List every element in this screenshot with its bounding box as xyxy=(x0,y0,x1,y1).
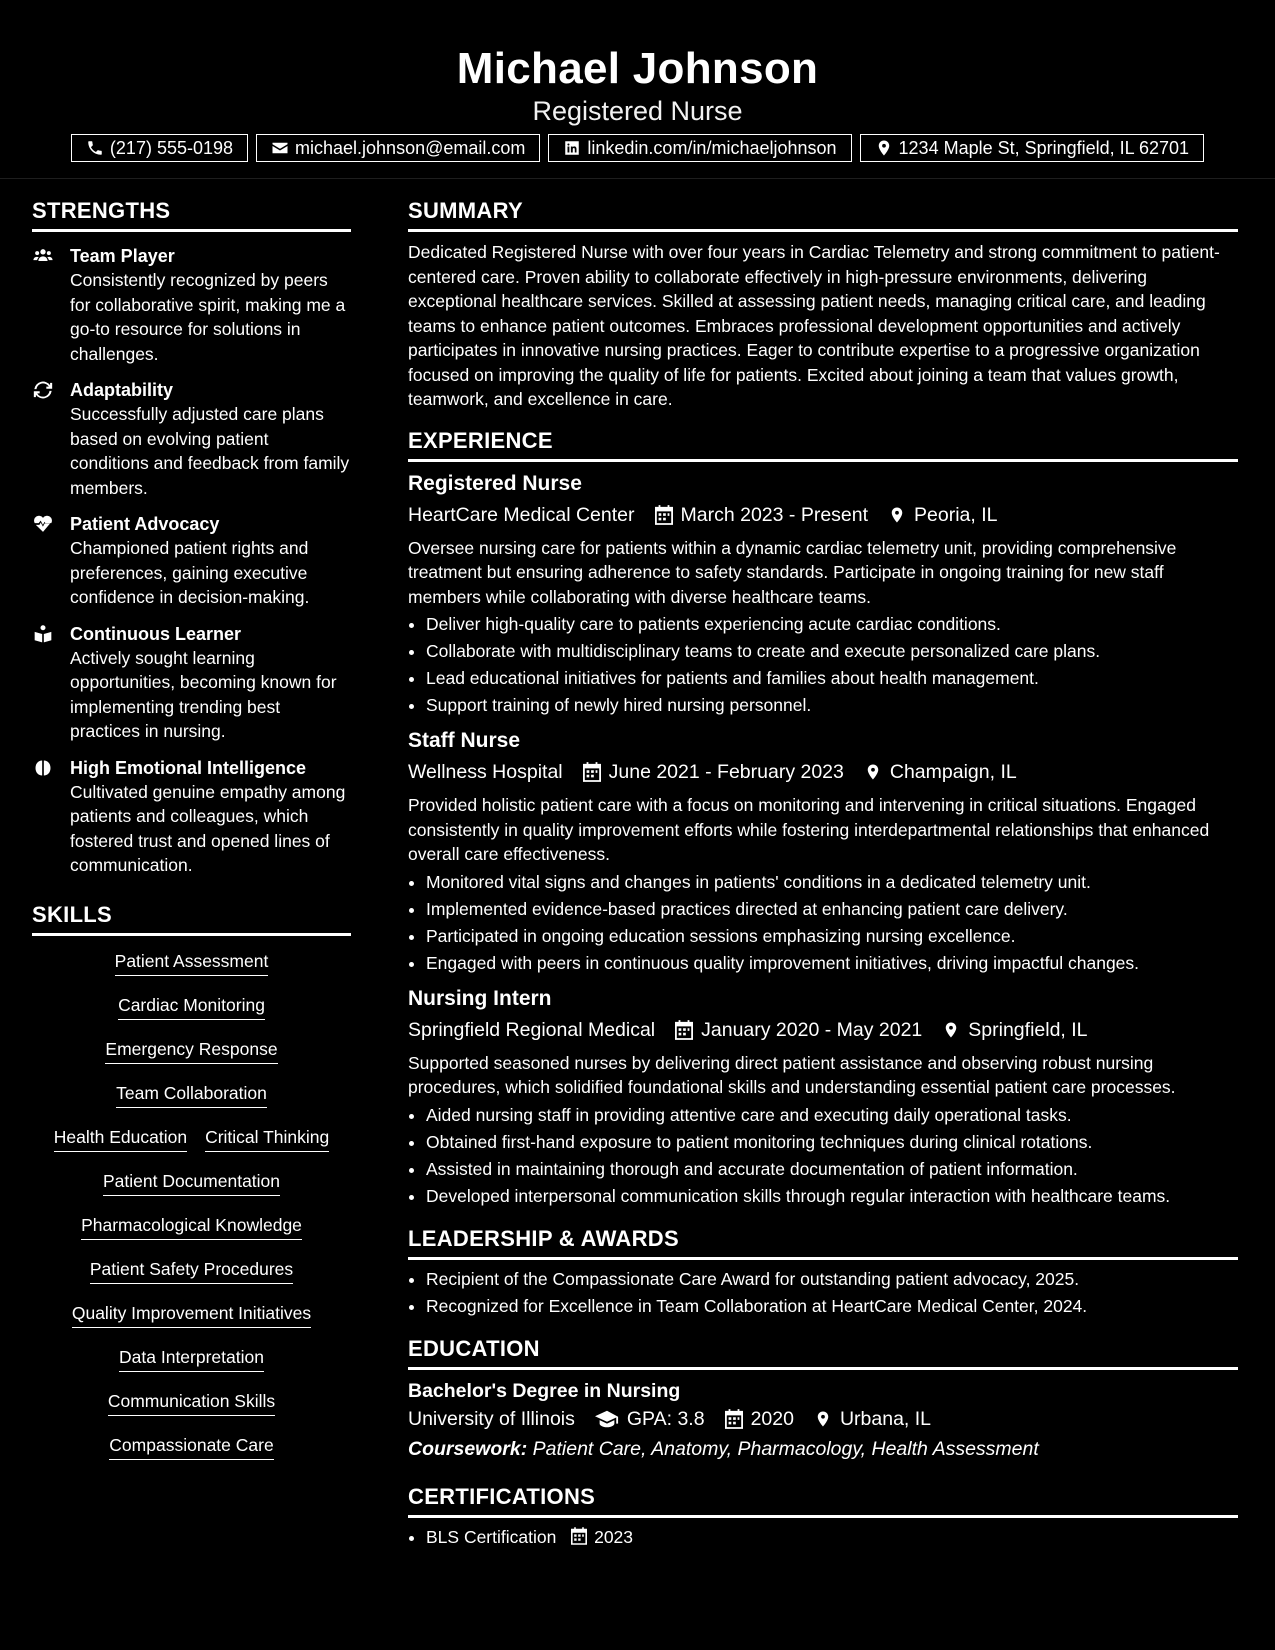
job-bullets xyxy=(408,1102,1238,1210)
job-location: Springfield, IL xyxy=(968,1018,1088,1041)
phone-text: (217) 555-0198 xyxy=(109,137,234,158)
strength-desc: Successfully adjusted care plans based on evolving patient conditions and feedback from family members. xyxy=(70,404,350,498)
skill-tag: Patient Documentation xyxy=(103,1170,280,1196)
list-item: • Recognized for Excellence in Team Collaboration at HeartCare Medical Center, 2024. xyxy=(426,1293,1238,1320)
job-entry xyxy=(408,727,1238,977)
address-text: 1234 Maple St, Springfield, IL 62701 xyxy=(898,137,1190,158)
skill-tag: Communication Skills xyxy=(108,1390,275,1416)
list-item: • Support training of newly hired nursing personnel. xyxy=(426,692,1238,719)
job-desc: Provided holistic patient care with a focus on monitoring and intervening in critical situations. Engaged consistently in quality improvement efforts while fostering interdepartmental relationships that enhanced overall care effectiveness. xyxy=(408,795,1210,864)
strength-title: High Emotional Intelligence xyxy=(70,757,307,778)
book-reader-icon xyxy=(32,624,54,644)
email-text: michael.johnson@email.com xyxy=(295,137,526,158)
skill-tag: Team Collaboration xyxy=(116,1082,267,1108)
strengths-heading: STRENGTHS xyxy=(32,196,351,232)
strength-item xyxy=(32,756,351,878)
summary-heading: SUMMARY xyxy=(408,196,1238,232)
coursework xyxy=(408,1434,1238,1464)
summary-text: Dedicated Registered Nurse with over four years in Cardiac Telemetry and strong commitment to patient-centered care. Proven ability to collaborate effectively in high-pressure environments, delivering exceptional healthcare services. Skilled at assessing patient needs, managing critical care, and leading teams to enhance patient outcomes. Embraces professional development opportunities and actively participates in innovative nursing practices. Eager to contribute expertise to a progressive organization focused on improving the quality of life for patients. Excited about joining a team that values growth, teamwork, and excellence in care. xyxy=(408,242,1220,409)
contact-address[interactable] xyxy=(860,134,1205,162)
linkedin-text: linkedin.com/in/michaeljohnson xyxy=(587,137,837,158)
education-heading: EDUCATION xyxy=(408,1334,1238,1370)
degree-title: Bachelor's Degree in Nursing xyxy=(408,1379,681,1402)
strength-item xyxy=(32,622,351,744)
envelope-icon xyxy=(271,139,289,157)
strength-desc: Cultivated genuine empathy among patients and colleagues, which fostered trust and opened lines of communication. xyxy=(70,781,346,875)
job-meta xyxy=(408,1015,1238,1045)
map-marker-icon xyxy=(875,139,893,157)
calendar-icon xyxy=(655,505,673,525)
awards-list xyxy=(408,1266,1238,1320)
job-dates: January 2020 - May 2021 xyxy=(701,1018,923,1041)
job-entry xyxy=(408,470,1238,720)
calendar-icon xyxy=(675,1020,693,1040)
map-marker-icon xyxy=(942,1020,960,1040)
list-item: • Participated in ongoing education sessions emphasizing nursing excellence. xyxy=(426,923,1238,950)
awards-heading: LEADERSHIP & AWARDS xyxy=(408,1224,1238,1260)
map-marker-icon xyxy=(814,1409,832,1429)
strength-desc: Actively sought learning opportunities, becoming known for implementing trending best practices in nursing. xyxy=(70,647,337,741)
job-location: Peoria, IL xyxy=(914,503,998,526)
job-dates: June 2021 - February 2023 xyxy=(608,761,844,783)
job-org: Springfield Regional Medical xyxy=(408,1018,656,1041)
skill-tag: Compassionate Care xyxy=(109,1434,273,1460)
coursework-label: Coursework: xyxy=(408,1437,528,1460)
job-title: Registered Nurse xyxy=(408,471,582,495)
strength-title: Patient Advocacy xyxy=(70,514,220,534)
job-meta xyxy=(408,500,1238,530)
job-title: Staff Nurse xyxy=(408,729,521,752)
skill-tag: Pharmacological Knowledge xyxy=(81,1214,302,1240)
strength-item xyxy=(32,512,351,610)
brain-icon xyxy=(32,758,54,778)
calendar-icon xyxy=(571,1527,587,1545)
candidate-title: Registered Nurse xyxy=(532,96,743,126)
job-entry xyxy=(408,985,1238,1210)
map-marker-icon xyxy=(888,505,906,525)
sync-icon xyxy=(32,380,54,400)
certifications-list xyxy=(408,1524,1238,1551)
certifications-heading: CERTIFICATIONS xyxy=(408,1482,1238,1518)
skills-heading: SKILLS xyxy=(32,900,351,936)
education-meta xyxy=(408,1404,1238,1434)
skill-tag: Patient Assessment xyxy=(115,950,269,976)
job-org: HeartCare Medical Center xyxy=(408,503,635,526)
skill-tag: Patient Safety Procedures xyxy=(90,1258,293,1284)
coursework-text: Patient Care, Anatomy, Pharmacology, Health Assessment xyxy=(532,1437,1039,1460)
graduation-year: 2020 xyxy=(750,1407,794,1430)
strength-title: Adaptability xyxy=(70,380,174,400)
linkedin-icon xyxy=(563,139,581,157)
list-item: • Monitored vital signs and changes in patients' conditions in a dedicated telemetry unit. xyxy=(426,869,1238,896)
list-item: • Recipient of the Compassionate Care Award for outstanding patient advocacy, 2025. xyxy=(426,1266,1238,1293)
right-column xyxy=(408,196,1238,1551)
list-item: • Developed interpersonal communication skills through regular interaction with healthcare teams. xyxy=(426,1183,1238,1210)
list-item: • Collaborate with multidisciplinary teams to create and execute personalized care plans. xyxy=(426,638,1238,665)
list-item: • Engaged with peers in continuous quality improvement initiatives, driving impactful changes. xyxy=(426,950,1238,977)
calendar-icon xyxy=(725,1409,743,1429)
skill-tag: Critical Thinking xyxy=(205,1126,329,1152)
contact-email[interactable] xyxy=(256,134,540,162)
map-marker-icon xyxy=(864,762,882,782)
left-column xyxy=(32,196,351,1460)
job-dates: March 2023 - Present xyxy=(680,503,869,526)
phone-icon xyxy=(86,139,104,157)
contact-linkedin[interactable] xyxy=(548,134,851,162)
contact-phone[interactable] xyxy=(71,134,248,162)
list-item: • Deliver high-quality care to patients experiencing acute cardiac conditions. xyxy=(426,611,1238,638)
school-location: Urbana, IL xyxy=(839,1407,932,1430)
strength-title: Continuous Learner xyxy=(70,623,242,644)
skills-list xyxy=(32,950,351,1460)
experience-heading: EXPERIENCE xyxy=(408,426,1238,462)
job-desc: Oversee nursing care for patients within a dynamic cardiac telemetry unit, providing comprehensive treatment but ensuring adherence to safety standards. Participate in ongoing training for new staff members while collaborating with diverse healthcare teams. xyxy=(408,537,1177,607)
job-meta xyxy=(408,757,1238,787)
list-item: • Aided nursing staff in providing attentive care and executing daily operational tasks. xyxy=(426,1102,1238,1129)
list-item: • Lead educational initiatives for patients and families about health management. xyxy=(426,665,1238,692)
job-location: Champaign, IL xyxy=(889,761,1017,783)
job-desc: Supported seasoned nurses by delivering direct patient assistance and observing robust nursing procedures, which solidified foundational skills and understanding essential patient care processes. xyxy=(408,1052,1176,1097)
list-item xyxy=(426,1524,1238,1551)
users-icon xyxy=(32,246,54,266)
contact-bar xyxy=(0,134,1275,162)
strength-desc: Consistently recognized by peers for collaborative spirit, making me a go-to resource for solutions in challenges. xyxy=(70,270,346,364)
strength-item xyxy=(32,244,351,366)
heartbeat-icon xyxy=(32,514,54,534)
strength-desc: Championed patient rights and preferences, gaining executive confidence in decision-making. xyxy=(70,538,310,607)
list-item: • Obtained first-hand exposure to patient monitoring techniques during clinical rotations. xyxy=(426,1129,1238,1156)
list-item: • Implemented evidence-based practices directed at enhancing patient care delivery. xyxy=(426,896,1238,923)
skill-tag: Health Education xyxy=(54,1126,187,1152)
list-item: • Assisted in maintaining thorough and accurate documentation of patient information. xyxy=(426,1156,1238,1183)
skill-tag: Quality Improvement Initiatives xyxy=(72,1302,311,1328)
skill-tag: Data Interpretation xyxy=(119,1346,264,1372)
job-bullets xyxy=(408,869,1238,977)
calendar-icon xyxy=(583,762,601,782)
cert-year: 2023 xyxy=(594,1526,634,1547)
strength-item xyxy=(32,378,351,500)
cert-name: BLS Certification xyxy=(426,1526,557,1547)
job-bullets xyxy=(408,611,1238,719)
skill-tag: Cardiac Monitoring xyxy=(118,994,265,1020)
gpa: GPA: 3.8 xyxy=(626,1407,705,1430)
job-org: Wellness Hospital xyxy=(408,761,563,783)
job-title: Nursing Intern xyxy=(408,986,552,1010)
strength-title: Team Player xyxy=(70,246,175,266)
resume-header xyxy=(0,0,1275,179)
school-name: University of Illinois xyxy=(408,1407,575,1430)
graduation-cap-icon xyxy=(595,1409,619,1429)
skill-tag: Emergency Response xyxy=(105,1038,277,1064)
candidate-name: Michael Johnson xyxy=(456,44,819,93)
